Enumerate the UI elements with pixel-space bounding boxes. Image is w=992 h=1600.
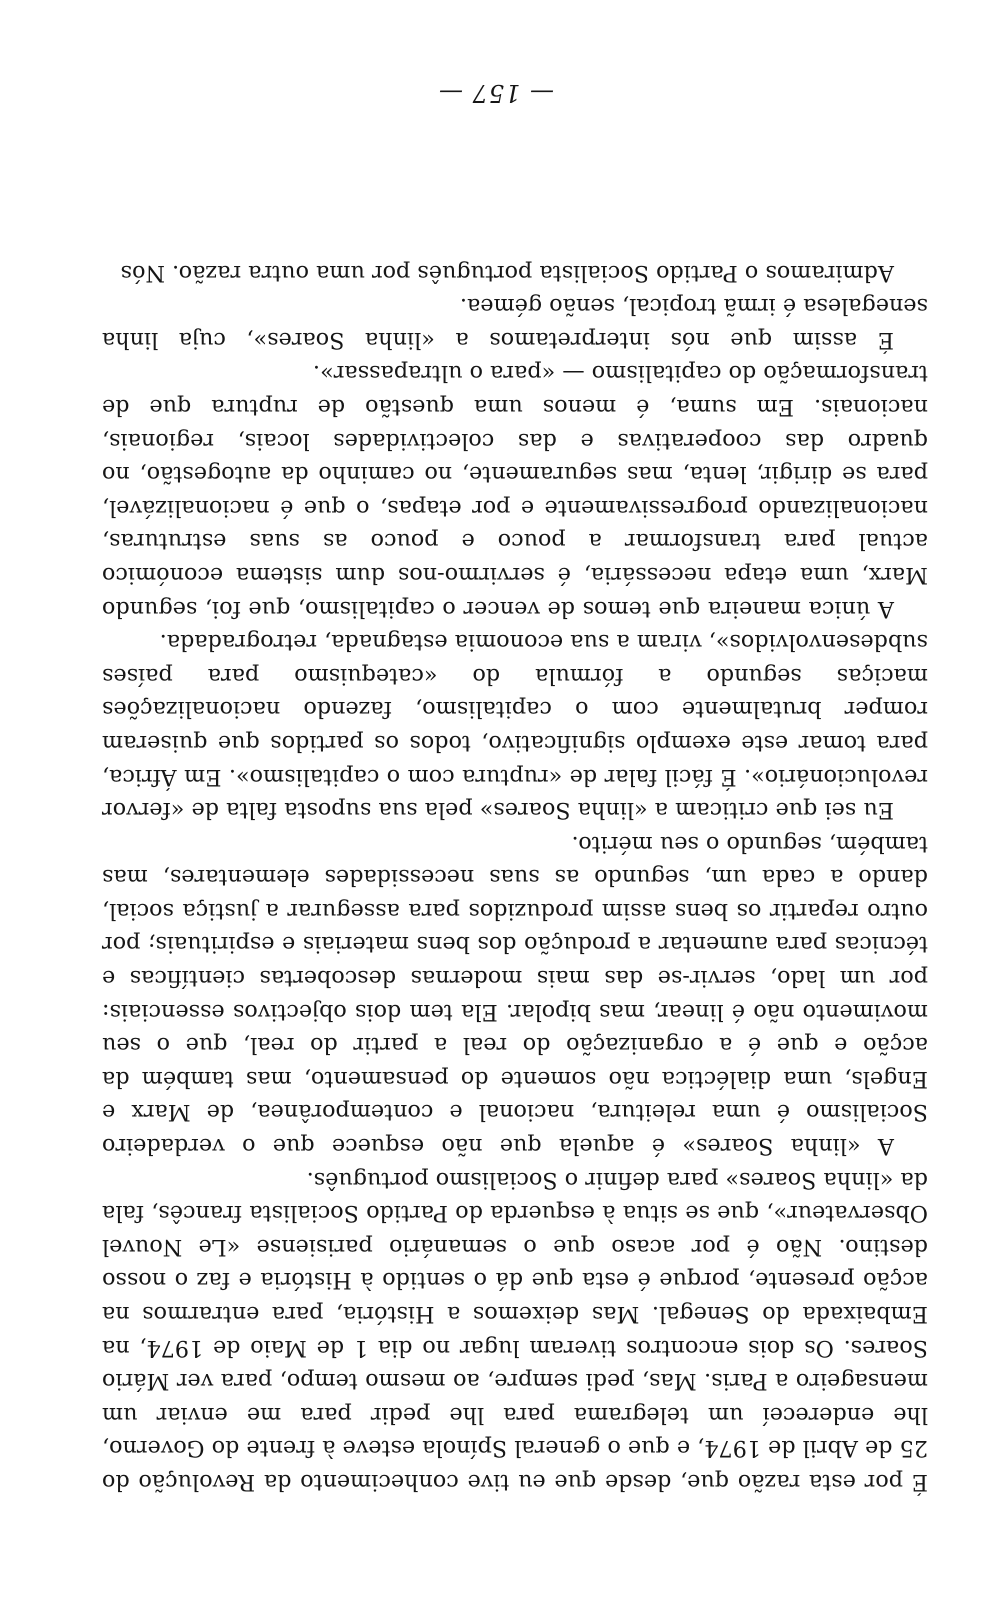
paragraph: É por esta razão que, desde que eu tive conhecimento da Revolução do 25 de Abril de 1974, e que o general Spínola esteve à frente do Governo, lhe endereceí um telegrama para lhe pedir para me enviar um mensageiro a Paris. Mas, pedi sempre, ao mesmo tempo, para ver Mário Soares. Os dois encontros tiveram lugar no dia 1 de Maio de 1974, na Embaixada do Senegal. Mas deixemos a História, para entrarmos na acção presente, porque é esta que dá o sentido à História e faz o nosso destino. Não é por acaso que o semanário parisiense «Le Nouvel Observateur», que se situa à esquerda do Partido Socialista francês, fala da «linha Soares» para definir o Socialismo português. — [102, 1166, 928, 1495]
paragraph: Admiramos o Partido Socialista português por uma outra razão. Nós — [120, 259, 894, 286]
body-text — [102, 255, 928, 1498]
paragraph: É assim que nós interpretamos a «linha Soares», cuja linha senegalesa é irmã tropical, senão gémea. — [102, 293, 928, 353]
paragraph: Eu sei que criticam a «linha Soares» pela sua suposta falta de «fervor revolucionário». É fácil falar de «ruptura com o capitalismo». Em África, para tomar este exemplo significativo, todos os partidos que quiseram romper brutalmente com o capitalismo, fazendo nacionalizações maciças segundo a fórmula do «catequismo para países subdesenvolvidos», viram a sua economia estagnada, retrogradada. — [102, 629, 928, 824]
paragraph: A «linha Soares» é aquela que não esquece que o verdadeiro Socialismo é uma releitura, nacional e contemporânea, de Marx e Engels, uma dialéctica não somente do pensamento, mas também da acção e que é a organização do real a partir do real, que o seu movimento não é linear, mas bipolar. Ela tem dois objectivos essenciais: por um lado, servir-se das mais modernas descobertas científicas e técnicas para aumentar a produção dos bens materiais e espirituais; por outro repartir os bens assim produzidos para assegurar a justiça social, dando a cada um, segundo as suas necessidades elementares, mas também, segundo o seu mérito. — [102, 830, 928, 1160]
page-number: — 157 — — [437, 79, 555, 107]
paragraph: A única maneira que temos de vencer o capitalismo, que foi, segundo Marx, uma etapa necessária, é servirmo-nos dum sistema económico actual para transformar a pouco e pouco as suas estruturas, nacionalizando progressivamente e por etapas, o que é nacionalizável, para se dirigir, lenta, mas seguramente, no caminho da autogestão, no quadro das cooperativas e das colectividades locais, regionais, nacionais. Em suma, é menos uma questão de ruptura que de transformação do capitalismo — «para o ultrapassar». — [102, 360, 928, 622]
